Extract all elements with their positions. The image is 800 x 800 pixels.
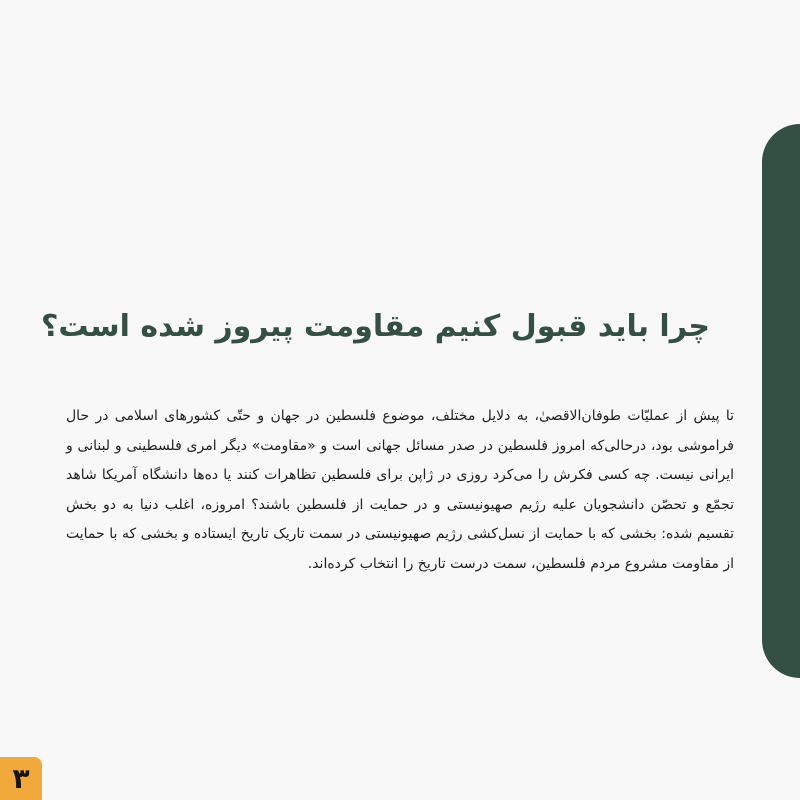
side-tab-decoration xyxy=(762,124,800,678)
page-number-badge: ۳ xyxy=(0,757,42,800)
article-title: چرا باید قبول کنیم مقاومت پیروز شده است؟ xyxy=(41,309,710,344)
article-body: تا پیش از عملیّات طوفان‌الاقصیٰ، به دلایل مختلف، موضوع فلسطین در جهان و حتّی کشورهای اسلامی در حال فراموشی بود، درحالی‌که امروز فلسطین در صدر مسائل جهانی است و «مقاومت» دیگر امری فلسطینی و لبنانی و ایرانی نیست. چه کسی فکرش را می‌کرد روزی در ژاپن برای فلسطین تظاهرات کنند یا ده‌ها دانشگاه آمریکا شاهد تجمّع و تحصّن دانشجویان علیه رژیم صهیونیستی و در حمایت از فلسطین باشند؟ امروزه، اغلب دنیا به دو بخش تقسیم شده: بخشی که با حمایت از نسل‌کشی رژیم صهیونیستی در سمت تاریک تاریخ ایستاده و بخشی که با حمایت از مقاومت مشروع مردم فلسطین، سمت درست تاریخ را انتخاب کرده‌اند. xyxy=(66,408,734,572)
